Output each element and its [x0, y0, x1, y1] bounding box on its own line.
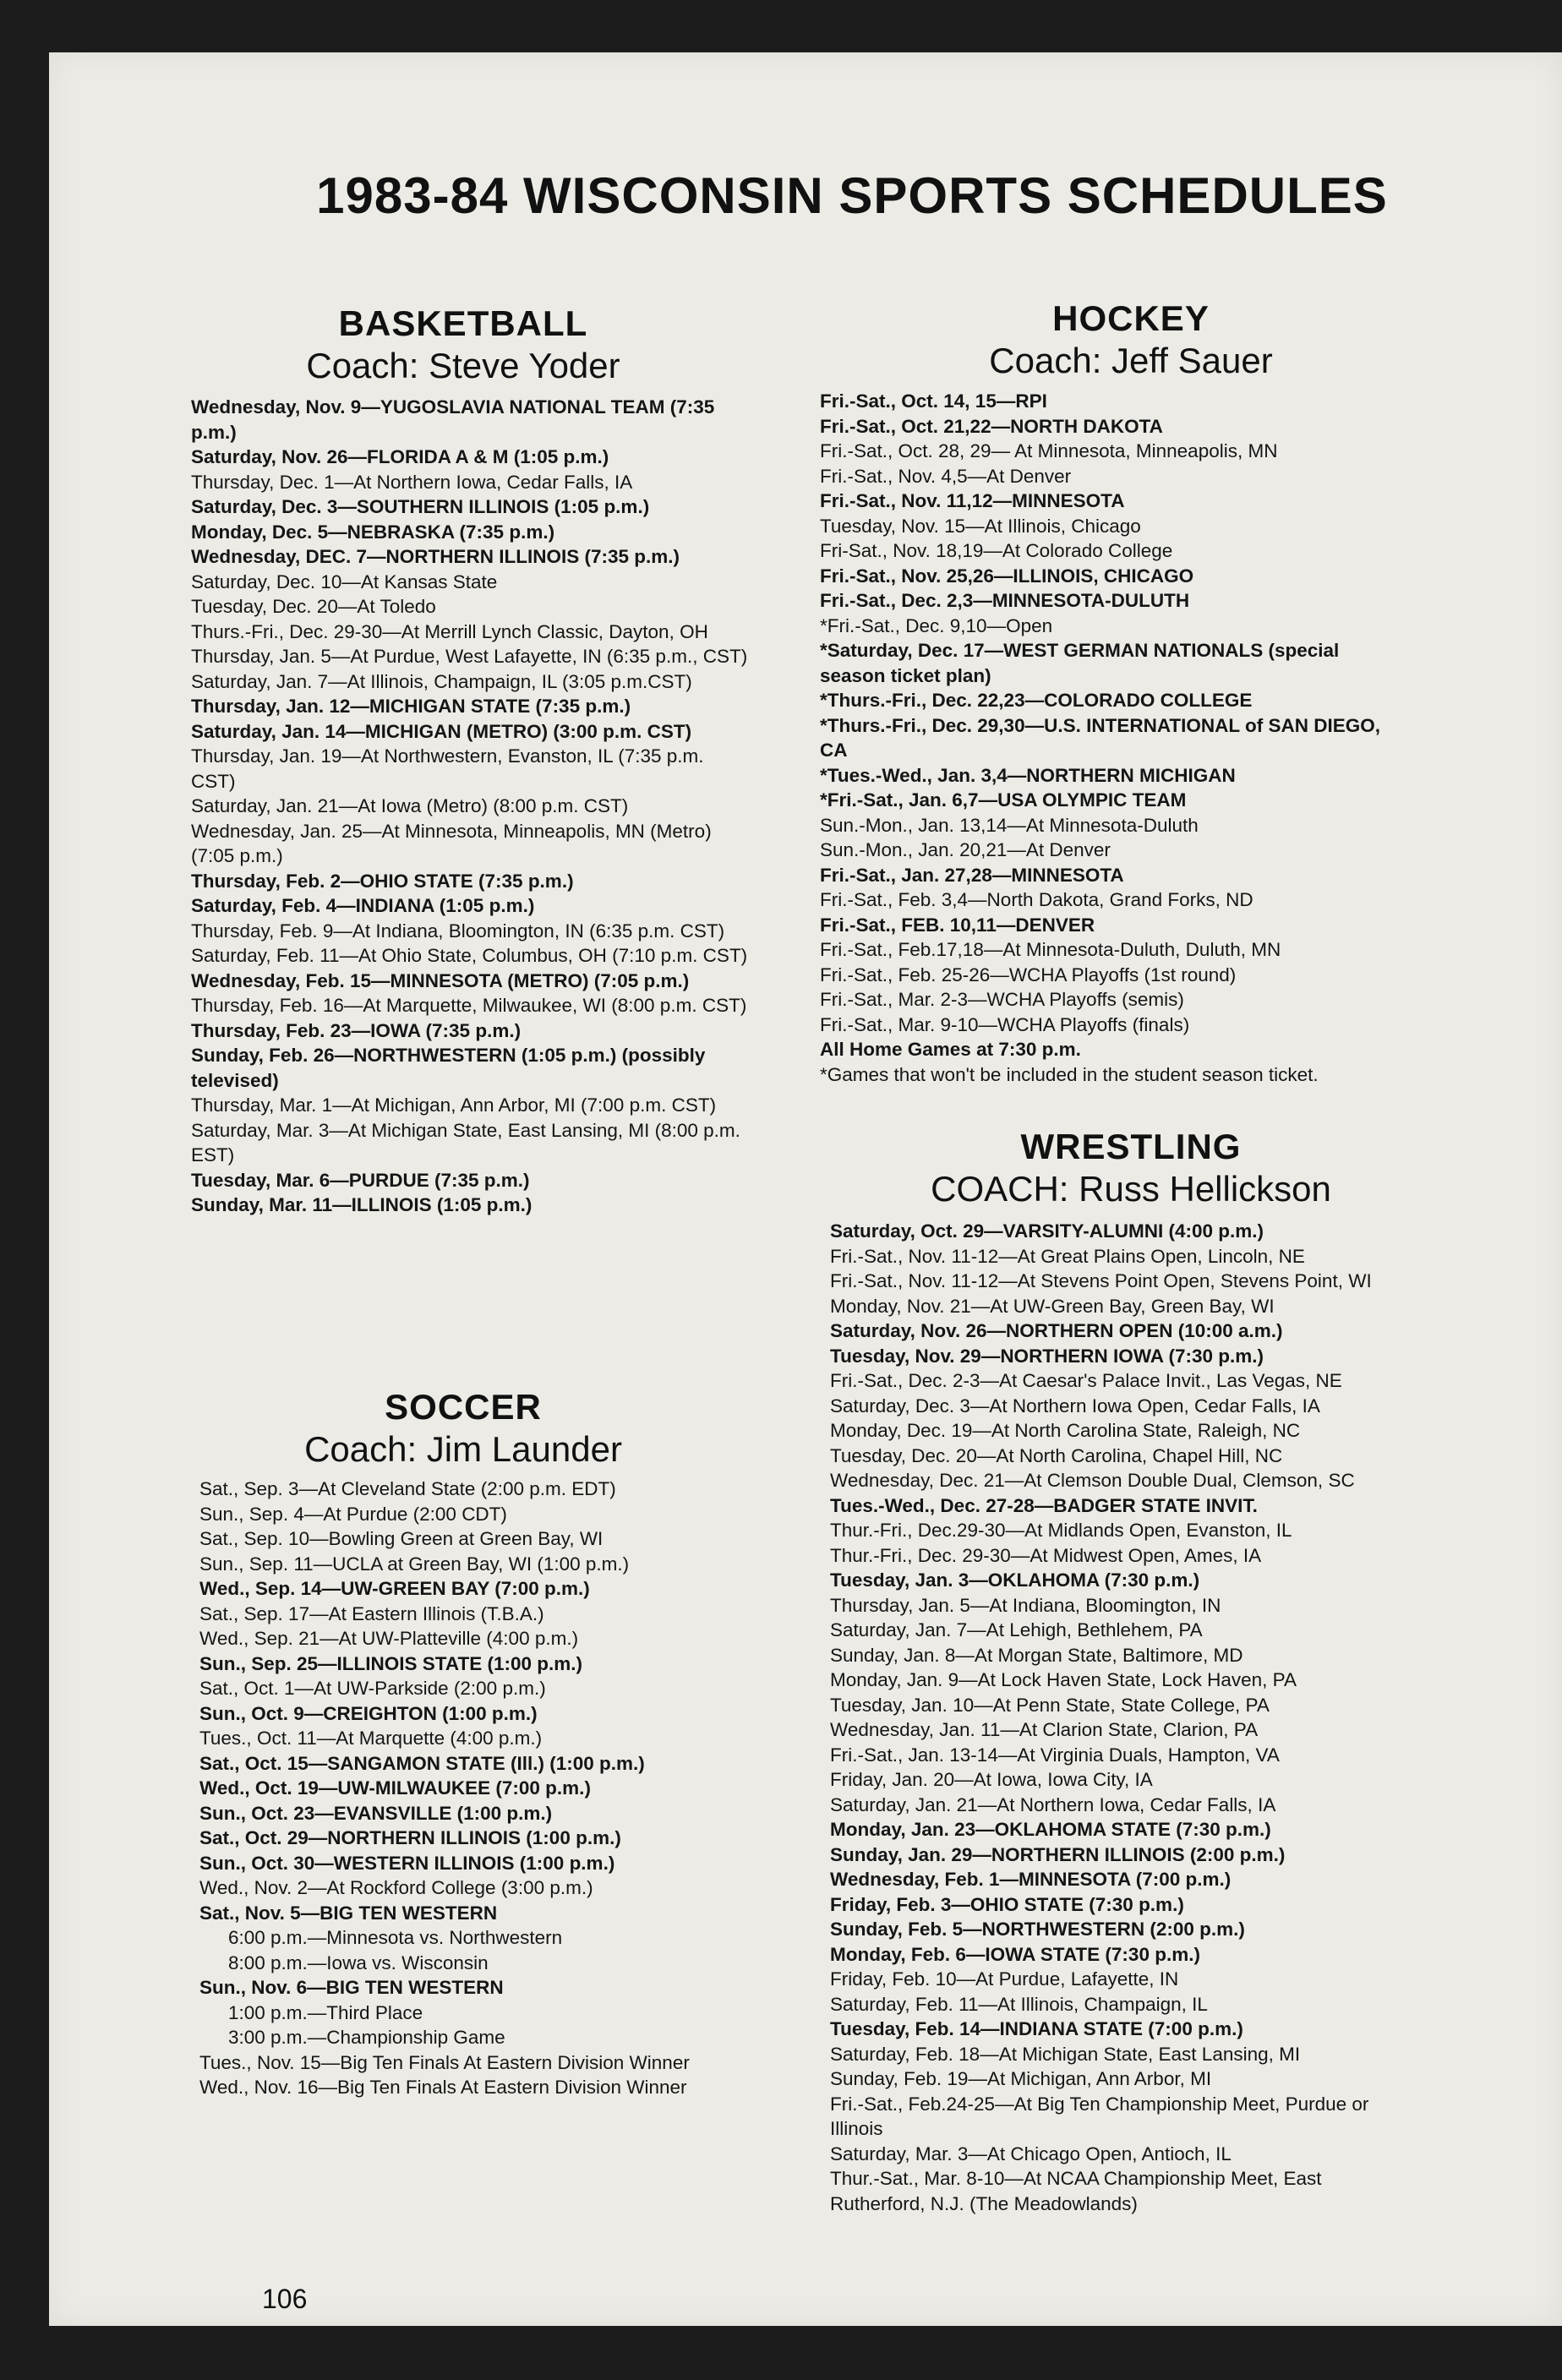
- basketball-game-item: Tuesday, Dec. 20—At Toledo: [191, 596, 436, 617]
- soccer-game-item: Tues., Nov. 15—Big Ten Finals At Eastern Division Winner: [199, 2051, 690, 2073]
- wrestling-game-item: Thur.-Fri., Dec. 29-30—At Midwest Open, Ames, IA: [830, 1544, 1262, 1566]
- hockey-game-item: Fri-Sat., Nov. 18,19—At Colorado College: [820, 540, 1173, 561]
- hockey-game-item: Fri.-Sat., Feb.17,18—At Minnesota-Duluth, Duluth, MN: [820, 939, 1281, 960]
- soccer-game-item: Wed., Oct. 19—UW-MILWAUKEE (7:00 p.m.): [199, 1777, 591, 1799]
- basketball-game-item: Thursday, Feb. 9—At Indiana, Bloomington, IN (6:35 p.m. CST): [191, 920, 725, 942]
- hockey-game-item: Sun.-Mon., Jan. 13,14—At Minnesota-Duluth: [820, 814, 1199, 836]
- hockey-game-item: Fri.-Sat., Oct. 28, 29— At Minnesota, Minneapolis, MN: [820, 440, 1278, 461]
- wrestling-game-item: Fri.-Sat., Feb.24-25—At Big Ten Championship Meet, Purdue or Illinois: [830, 2093, 1369, 2139]
- wrestling-game-item: Saturday, Feb. 18—At Michigan State, East Lansing, MI: [830, 2043, 1301, 2065]
- hockey-game-item: *Tues.-Wed., Jan. 3,4—NORTHERN MICHIGAN: [820, 764, 1236, 786]
- basketball-game-item: Saturday, Nov. 26—FLORIDA A & M (1:05 p.m.): [191, 446, 609, 467]
- soccer-game-item: Wed., Nov. 2—At Rockford College (3:00 p.m.): [199, 1877, 593, 1898]
- basketball-title: BASKETBALL: [338, 303, 588, 343]
- basketball-game-item: Thursday, Feb. 2—OHIO STATE (7:35 p.m.): [191, 870, 574, 892]
- hockey-game-item: *Saturday, Dec. 17—WEST GERMAN NATIONALS (special season ticket plan): [820, 640, 1340, 686]
- hockey-game-item: All Home Games at 7:30 p.m.: [820, 1039, 1081, 1060]
- hockey-game-item: Fri.-Sat., Mar. 9-10—WCHA Playoffs (finals): [820, 1013, 1190, 1035]
- document-page: [49, 52, 1562, 2326]
- wrestling-game-item: Wednesday, Dec. 21—At Clemson Double Dual, Clemson, SC: [830, 1470, 1355, 1491]
- wrestling-game-item: Saturday, Jan. 7—At Lehigh, Bethlehem, PA: [830, 1619, 1203, 1640]
- hockey-game-item: Fri.-Sat., Nov. 11,12—MINNESOTA: [820, 490, 1125, 511]
- wrestling-game-item: Fri.-Sat., Nov. 11-12—At Stevens Point Open, Stevens Point, WI: [830, 1270, 1372, 1291]
- basketball-game-item: Saturday, Jan. 14—MICHIGAN (METRO) (3:00 p.m. CST): [191, 720, 692, 742]
- wrestling-game-item: Thursday, Jan. 5—At Indiana, Bloomington, IN: [830, 1594, 1221, 1616]
- hockey-game-item: Fri.-Sat., Jan. 27,28—MINNESOTA: [820, 864, 1124, 886]
- hockey-game-item: Fri.-Sat., Dec. 2,3—MINNESOTA-DULUTH: [820, 590, 1190, 611]
- basketball-game-item: Wednesday, Nov. 9—YUGOSLAVIA NATIONAL TEAM (7:35 p.m.): [191, 396, 715, 443]
- wrestling-title: WRESTLING: [1020, 1127, 1242, 1166]
- soccer-game-item: 3:00 p.m.—Championship Game: [228, 2027, 505, 2048]
- basketball-game-item: Sunday, Mar. 11—ILLINOIS (1:05 p.m.): [191, 1194, 532, 1215]
- wrestling-game-item: Tuesday, Feb. 14—INDIANA STATE (7:00 p.m.): [830, 2018, 1243, 2039]
- wrestling-game-item: Saturday, Dec. 3—At Northern Iowa Open, Cedar Falls, IA: [830, 1395, 1320, 1417]
- soccer-game-item: Sat., Nov. 5—BIG TEN WESTERN: [199, 1902, 498, 1924]
- basketball-game-item: Thursday, Jan. 5—At Purdue, West Lafayette, IN (6:35 p.m., CST): [191, 646, 748, 667]
- hockey-game-item: Fri.-Sat., Nov. 4,5—At Denver: [820, 465, 1072, 487]
- wrestling-game-item: Tuesday, Jan. 3—OKLAHOMA (7:30 p.m.): [830, 1569, 1200, 1591]
- wrestling-game-item: Monday, Nov. 21—At UW-Green Bay, Green Bay, WI: [830, 1295, 1275, 1317]
- basketball-game-item: Saturday, Jan. 21—At Iowa (Metro) (8:00 p.m. CST): [191, 795, 629, 816]
- wrestling-game-item: Wednesday, Jan. 11—At Clarion State, Clarion, PA: [830, 1719, 1259, 1740]
- basketball-game-item: Wednesday, DEC. 7—NORTHERN ILLINOIS (7:35 p.m.): [191, 546, 680, 567]
- soccer-game-item: Sat., Sep. 17—At Eastern Illinois (T.B.A.): [199, 1602, 544, 1624]
- soccer-header: [260, 1386, 666, 1471]
- basketball-game-item: Thurs.-Fri., Dec. 29-30—At Merrill Lynch Classic, Dayton, OH: [191, 620, 708, 642]
- hockey-coach: Coach: Jeff Sauer: [989, 341, 1273, 380]
- wrestling-game-item: Friday, Feb. 3—OHIO STATE (7:30 p.m.): [830, 1893, 1184, 1915]
- basketball-game-item: Saturday, Mar. 3—At Michigan State, East Lansing, MI (8:00 p.m. EST): [191, 1119, 740, 1165]
- wrestling-game-item: Monday, Jan. 9—At Lock Haven State, Lock Haven, PA: [830, 1669, 1297, 1690]
- hockey-game-item: Fri.-Sat., Oct. 21,22—NORTH DAKOTA: [820, 415, 1163, 437]
- basketball-schedule: [191, 395, 749, 1218]
- hockey-game-item: Fri.-Sat., Oct. 14, 15—RPI: [820, 390, 1047, 412]
- basketball-game-item: Thursday, Feb. 23—IOWA (7:35 p.m.): [191, 1019, 522, 1041]
- basketball-game-item: Thursday, Dec. 1—At Northern Iowa, Cedar Falls, IA: [191, 471, 633, 493]
- soccer-game-item: Sun., Nov. 6—BIG TEN WESTERN: [199, 1977, 504, 1998]
- soccer-game-item: Sat., Sep. 3—At Cleveland State (2:00 p.m. EDT): [199, 1478, 616, 1499]
- basketball-game-item: Saturday, Dec. 10—At Kansas State: [191, 570, 498, 592]
- wrestling-game-item: Tuesday, Dec. 20—At North Carolina, Chapel Hill, NC: [830, 1444, 1283, 1466]
- soccer-game-item: Sun., Oct. 9—CREIGHTON (1:00 p.m.): [199, 1702, 538, 1724]
- soccer-game-item: Sun., Sep. 4—At Purdue (2:00 CDT): [199, 1503, 507, 1525]
- basketball-coach: Coach: Steve Yoder: [306, 346, 620, 385]
- hockey-game-item: *Fri.-Sat., Dec. 9,10—Open: [820, 614, 1053, 636]
- wrestling-game-item: Sunday, Feb. 19—At Michigan, Ann Arbor, MI: [830, 2068, 1212, 2089]
- soccer-game-item: Sun., Oct. 30—WESTERN ILLINOIS (1:00 p.m.): [199, 1852, 615, 1874]
- soccer-schedule: [199, 1477, 791, 2100]
- basketball-game-item: Thursday, Jan. 12—MICHIGAN STATE (7:35 p.m.): [191, 696, 631, 717]
- soccer-game-item: Sun., Sep. 25—ILLINOIS STATE (1:00 p.m.): [199, 1652, 582, 1674]
- wrestling-game-item: Tues.-Wed., Dec. 27-28—BADGER STATE INVIT.: [830, 1494, 1258, 1516]
- basketball-game-item: Saturday, Dec. 3—SOUTHERN ILLINOIS (1:05 p.m.): [191, 496, 650, 517]
- basketball-game-item: Saturday, Jan. 7—At Illinois, Champaign, IL (3:05 p.m.CST): [191, 670, 692, 692]
- hockey-game-item: *Fri.-Sat., Jan. 6,7—USA OLYMPIC TEAM: [820, 789, 1187, 811]
- basketball-game-item: Thursday, Mar. 1—At Michigan, Ann Arbor, MI (7:00 p.m. CST): [191, 1094, 717, 1116]
- basketball-game-item: Sunday, Feb. 26—NORTHWESTERN (1:05 p.m.) (possibly televised): [191, 1045, 706, 1091]
- basketball-game-item: Saturday, Feb. 11—At Ohio State, Columbus, OH (7:10 p.m. CST): [191, 945, 748, 966]
- soccer-game-item: Sat., Oct. 29—NORTHERN ILLINOIS (1:00 p.m.): [199, 1827, 621, 1848]
- soccer-game-item: 8:00 p.m.—Iowa vs. Wisconsin: [228, 1951, 489, 1973]
- hockey-game-item: Fri.-Sat., FEB. 10,11—DENVER: [820, 914, 1095, 936]
- soccer-game-item: Sat., Sep. 10—Bowling Green at Green Bay, WI: [199, 1528, 604, 1549]
- hockey-title: HOCKEY: [1052, 298, 1210, 338]
- wrestling-game-item: Monday, Feb. 6—IOWA STATE (7:30 p.m.): [830, 1943, 1200, 1965]
- wrestling-schedule: [830, 1219, 1405, 2216]
- soccer-game-item: Sat., Oct. 1—At UW-Parkside (2:00 p.m.): [199, 1678, 546, 1699]
- hockey-game-item: *Games that won't be included in the student season ticket.: [820, 1063, 1319, 1085]
- hockey-header: [894, 298, 1368, 382]
- basketball-game-item: Tuesday, Mar. 6—PURDUE (7:35 p.m.): [191, 1169, 530, 1191]
- basketball-game-item: Thursday, Jan. 19—At Northwestern, Evanston, IL (7:35 p.m. CST): [191, 745, 704, 792]
- wrestling-game-item: Saturday, Oct. 29—VARSITY-ALUMNI (4:00 p.m.): [830, 1220, 1264, 1242]
- wrestling-game-item: Thur.-Sat., Mar. 8-10—At NCAA Championship Meet, East Rutherford, N.J. (The Meadowlands): [830, 2168, 1322, 2214]
- wrestling-game-item: Fri.-Sat., Nov. 11-12—At Great Plains Open, Lincoln, NE: [830, 1245, 1305, 1267]
- wrestling-game-item: Saturday, Jan. 21—At Northern Iowa, Cedar Falls, IA: [830, 1793, 1276, 1815]
- hockey-game-item: *Thurs.-Fri., Dec. 29,30—U.S. INTERNATIONAL of SAN DIEGO, CA: [820, 714, 1381, 761]
- soccer-game-item: Sun., Sep. 11—UCLA at Green Bay, WI (1:00 p.m.): [199, 1553, 630, 1575]
- wrestling-game-item: Saturday, Feb. 11—At Illinois, Champaign, IL: [830, 1993, 1208, 2015]
- wrestling-header: [894, 1126, 1368, 1210]
- wrestling-game-item: Monday, Dec. 19—At North Carolina State, Raleigh, NC: [830, 1420, 1301, 1441]
- wrestling-game-item: Tuesday, Jan. 10—At Penn State, State College, PA: [830, 1694, 1270, 1716]
- soccer-game-item: 1:00 p.m.—Third Place: [228, 2001, 423, 2023]
- basketball-game-item: Wednesday, Jan. 25—At Minnesota, Minneapolis, MN (Metro) (7:05 p.m.): [191, 820, 712, 866]
- basketball-game-item: Wednesday, Feb. 15—MINNESOTA (METRO) (7:05 p.m.): [191, 969, 690, 991]
- wrestling-game-item: Sunday, Feb. 5—NORTHWESTERN (2:00 p.m.): [830, 1919, 1245, 1940]
- wrestling-game-item: Friday, Jan. 20—At Iowa, Iowa City, IA: [830, 1769, 1153, 1790]
- hockey-game-item: Fri.-Sat., Mar. 2-3—WCHA Playoffs (semis): [820, 989, 1184, 1010]
- wrestling-game-item: Sunday, Jan. 29—NORTHERN ILLINOIS (2:00 p.m.): [830, 1843, 1286, 1865]
- soccer-game-item: Wed., Nov. 16—Big Ten Finals At Eastern Division Winner: [199, 2077, 687, 2098]
- page-number: 106: [262, 2284, 308, 2314]
- basketball-header: [260, 303, 666, 387]
- wrestling-game-item: Friday, Feb. 10—At Purdue, Lafayette, IN: [830, 1968, 1179, 1990]
- soccer-game-item: 6:00 p.m.—Minnesota vs. Northwestern: [228, 1927, 563, 1948]
- hockey-game-item: Fri.-Sat., Feb. 3,4—North Dakota, Grand Forks, ND: [820, 889, 1253, 910]
- soccer-game-item: Wed., Sep. 14—UW-GREEN BAY (7:00 p.m.): [199, 1578, 590, 1599]
- wrestling-game-item: Wednesday, Feb. 1—MINNESOTA (7:00 p.m.): [830, 1869, 1232, 1890]
- hockey-game-item: *Thurs.-Fri., Dec. 22,23—COLORADO COLLEGE: [820, 690, 1253, 711]
- basketball-game-item: Saturday, Feb. 4—INDIANA (1:05 p.m.): [191, 895, 535, 916]
- page-title: 1983-84 WISCONSIN SPORTS SCHEDULES: [316, 167, 1388, 224]
- hockey-game-item: Tuesday, Nov. 15—At Illinois, Chicago: [820, 515, 1141, 537]
- soccer-game-item: Wed., Sep. 21—At UW-Platteville (4:00 p.m.): [199, 1628, 579, 1649]
- wrestling-game-item: Saturday, Nov. 26—NORTHERN OPEN (10:00 a.m.): [830, 1320, 1283, 1341]
- hockey-game-item: Fri.-Sat., Nov. 25,26—ILLINOIS, CHICAGO: [820, 565, 1194, 587]
- wrestling-game-item: Saturday, Mar. 3—At Chicago Open, Antioch, IL: [830, 2143, 1232, 2164]
- hockey-game-item: Sun.-Mon., Jan. 20,21—At Denver: [820, 839, 1111, 860]
- wrestling-game-item: Sunday, Jan. 8—At Morgan State, Baltimore, MD: [830, 1644, 1243, 1666]
- wrestling-coach: COACH: Russ Hellickson: [931, 1169, 1331, 1209]
- wrestling-game-item: Monday, Jan. 23—OKLAHOMA STATE (7:30 p.m.): [830, 1819, 1271, 1840]
- soccer-coach: Coach: Jim Launder: [304, 1429, 622, 1469]
- soccer-game-item: Sat., Oct. 15—SANGAMON STATE (Ill.) (1:00 p.m.): [199, 1752, 645, 1774]
- soccer-game-item: Tues., Oct. 11—At Marquette (4:00 p.m.): [199, 1728, 543, 1749]
- wrestling-game-item: Tuesday, Nov. 29—NORTHERN IOWA (7:30 p.m.): [830, 1345, 1264, 1367]
- hockey-game-item: Fri.-Sat., Feb. 25-26—WCHA Playoffs (1st round): [820, 963, 1237, 985]
- wrestling-game-item: Fri.-Sat., Dec. 2-3—At Caesar's Palace Invit., Las Vegas, NE: [830, 1370, 1342, 1391]
- basketball-game-item: Thursday, Feb. 16—At Marquette, Milwaukee, WI (8:00 p.m. CST): [191, 995, 747, 1016]
- soccer-title: SOCCER: [385, 1387, 542, 1427]
- wrestling-game-item: Thur.-Fri., Dec.29-30—At Midlands Open, Evanston, IL: [830, 1520, 1292, 1541]
- hockey-schedule: [820, 389, 1395, 1087]
- wrestling-game-item: Fri.-Sat., Jan. 13-14—At Virginia Duals, Hampton, VA: [830, 1744, 1280, 1766]
- soccer-game-item: Sun., Oct. 23—EVANSVILLE (1:00 p.m.): [199, 1802, 553, 1824]
- basketball-game-item: Monday, Dec. 5—NEBRASKA (7:35 p.m.): [191, 521, 555, 543]
